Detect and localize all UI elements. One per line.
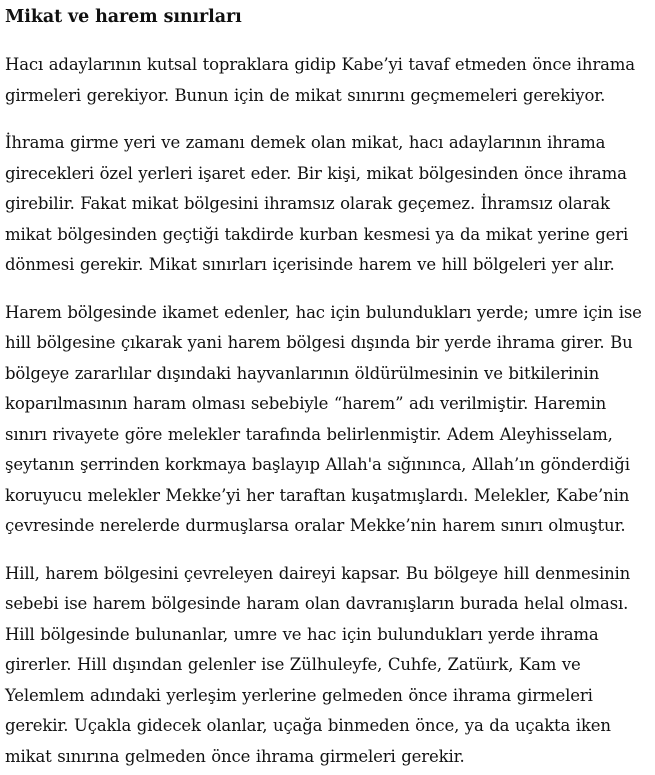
article-title: Mikat ve harem sınırları	[5, 7, 242, 27]
article-paragraph-2: İhrama girme yeri ve zamanı demek olan mikat, hacı adaylarının ihrama girecekleri özel yerleri işaret eder. Bir kişi, mikat bölgesinden önce ihrama girebilir. Fakat mikat bölgesini ihramsız olarak geçemez. İhramsız olarak mikat bölgesinden geçtiği takdirde kurban kesmesi ya da mikat yerine geri dönmesi gerekir. Mikat sınırları içerisinde harem ve hill bölgeleri yer alır.	[5, 133, 629, 274]
article	[5, 0, 650, 772]
article-paragraph-4: Hill, harem bölgesini çevreleyen daireyi kapsar. Bu bölgeye hill denmesinin sebebi ise harem bölgesinde haram olan davranışların burada helal olması. Hill bölgesinde bulunanlar, umre ve hac için bulundukları yerde ihrama girerler. Hill dışından gelenler ise Zülhuleyfe, Cuhfe, Zatüırk, Kam ve Yelemlem adındaki yerleşim yerlerine gelmeden önce ihrama girmeleri gerekir. Uçakla gidecek olanlar, uçağa binmeden önce, ya da uçakta iken mikat sınırına gelmeden önce ihrama girmeleri gerekir.	[5, 563, 631, 766]
article-paragraph-3: Harem bölgesinde ikamet edenler, hac için bulundukları yerde; umre için ise hill bölgesine çıkarak yani harem bölgesi dışında bir yerde ihrama girer. Bu bölgeye zararlılar dışındaki hayvanlarının öldürülmesinin ve bitkilerinin koparılmasının haram olması sebebiyle “harem” adı verilmiştir. Haremin sınırı rivayete göre melekler tarafında belirlenmiştir. Adem Aleyhisselam, şeytanın şerrinden korkmaya başlayıp Allah'a sığınınca, Allah’ın gönderdiği koruyucu melekler Mekke’yi her taraftan kuşatmışlardı. Melekler, Kabe’nin çevresinde nerelerde durmuşlarsa oralar Mekke’nin harem sınırı olmuştur.	[5, 302, 642, 535]
article-paragraph-1: Hacı adaylarının kutsal topraklara gidip Kabe’yi tavaf etmeden önce ihrama girmeleri gerekiyor. Bunun için de mikat sınırını geçmemeleri gerekiyor.	[5, 55, 635, 105]
